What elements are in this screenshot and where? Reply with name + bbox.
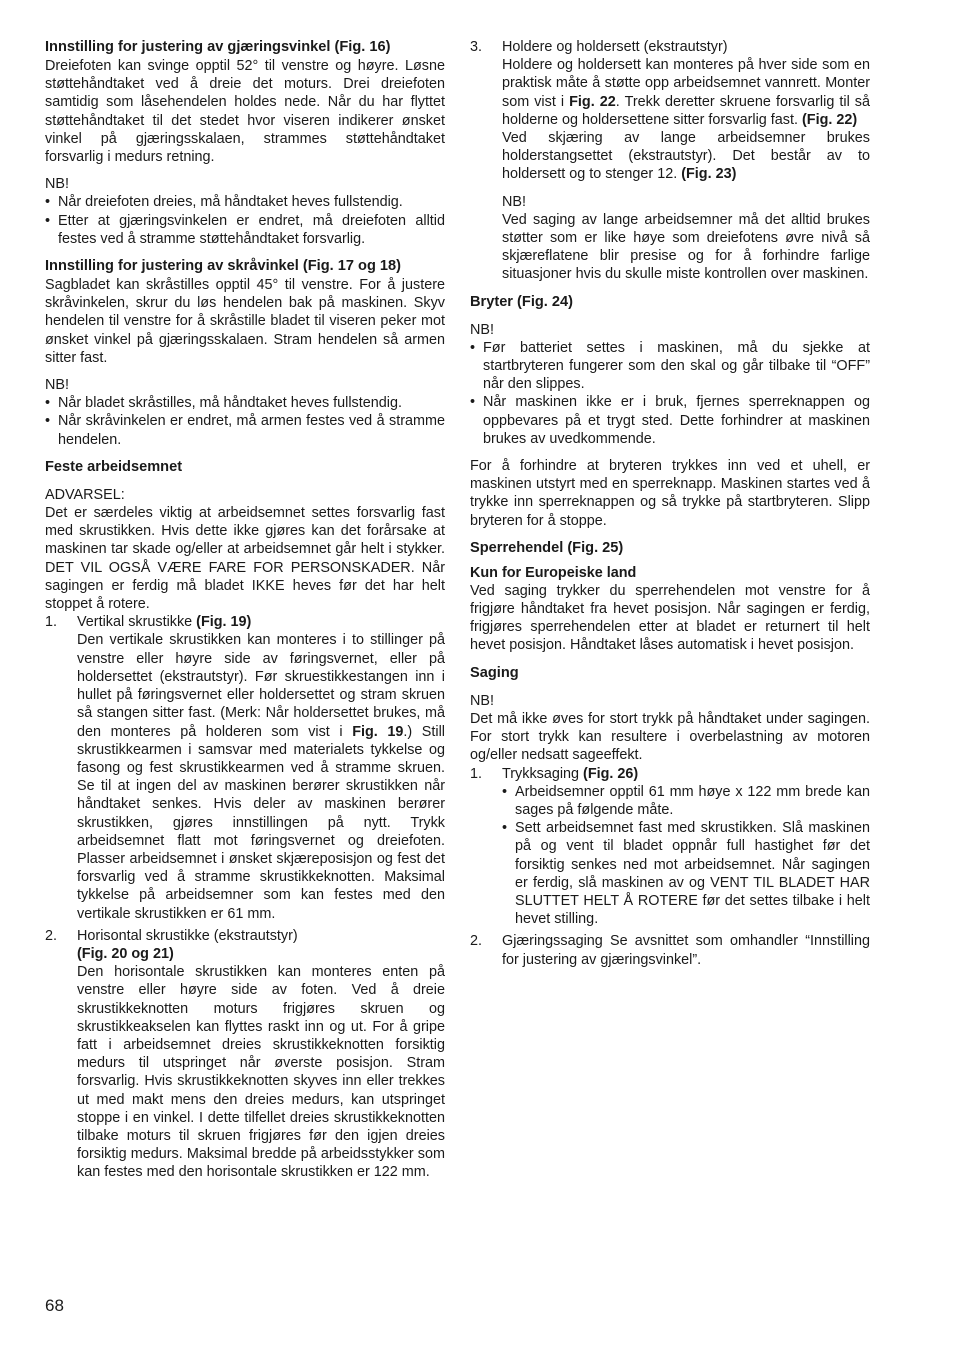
item-title: Holdere og holdersett (ekstrautstyr) xyxy=(502,39,728,55)
bullet-list xyxy=(45,394,445,449)
section-heading-bevel-angle: Innstilling for justering av skråvinkel (Fig. 17 og 18) xyxy=(45,258,402,275)
list-item: • Når bladet skråstilles, må håndtaket heves fullstendig. xyxy=(45,394,445,412)
note-label: NB! xyxy=(45,176,69,193)
list-number: 3. xyxy=(470,39,483,55)
section-heading-lock-lever: Sperrehendel (Fig. 25) xyxy=(470,539,624,556)
item-title: Vertikal skrustikke xyxy=(77,614,193,631)
list-number: 1. xyxy=(45,614,58,631)
paragraph: .) Still skrustikkearmen i samsvar med materialets tykkelse og fasong og fest skrustikkearmen ved å stramme skruen. Se til at ingen del av maskinen berører skrustikken når håndtaket senkes. Hvis deler av maskinen berører skrustikken, gjøres innstillingen på nytt. Trykk arbeidsemnet flatt mot føringsvernet og dreiefoten. Plasser arbeidsemnet i ønsket skjæreposisjon og fest det forsvarlig ved å stramme skrustikkeknotten. Maksimal tykkelse på arbeidsemner som kan festes med den vertikale skrustikken er 61 mm. xyxy=(77,723,445,922)
paragraph: Gjæringssaging Se avsnittet som omhandler “Innstilling for justering av gjæringsvinkel”. xyxy=(502,933,870,968)
paragraph: Den horisontale skrustikken kan monteres enten på venstre eller høyre side av foten. Ved å dreie skrustikkeknotten moturs frigjøres skruen og skrustikkeakselen kan flyttes raskt inn og ut. For å gripe fatt i arbeidsemnet dreies skrustikkeknotten forsiktig medurs til utspringet når øverste posisjon. Stram forsvarlig. Hvis skrustikkeknotten skyves inn eller trekkes ut med makt mens den dreies medurs, kan utspringet stoppe i en vinkel. I dette tilfellet dreies skrustikkeknotten tilbake moturs til skruen frigjøres før den igjen dreies forsiktig medurs. Maksimal bredde på arbeidsstykker som kan festes med den horisontale skrustikken er 122 mm. xyxy=(77,964,445,1181)
item-title: Trykksaging xyxy=(502,765,580,782)
subheading-europe-only: Kun for Europeiske land xyxy=(470,564,637,581)
figure-ref: Fig. 19 xyxy=(352,723,404,740)
figure-ref: (Fig. 19) xyxy=(196,614,252,631)
paragraph: Det er særdeles viktig at arbeidsemnet settes forsvarlig fast med skrustikken. Hvis dette ikke gjøres kan det forårsake at maskinen tar skade og/eller at arbeidsemnet går helt i stykker. DET VIL OGSÅ VÆRE FARE FOR PERSONSKADER. Når sagingen er ferdig må bladet IKKE heves før det har helt stoppet å rotere. xyxy=(45,505,445,613)
left-column xyxy=(45,38,445,1182)
bullet-list xyxy=(470,339,870,448)
list-item: • Når maskinen ikke er i bruk, fjernes sperreknappen og oppbevares på et trygt sted. Dette forhindrer at maskinen brukes av uvedkommende. xyxy=(470,393,870,448)
numbered-list xyxy=(470,765,870,969)
figure-ref: Fig. 22 xyxy=(569,93,616,110)
section-heading-miter-angle: Innstilling for justering av gjæringsvinkel (Fig. 16) xyxy=(45,39,391,55)
item-title: Horisontal skrustikke (ekstrautstyr) xyxy=(77,927,298,944)
note-label: NB! xyxy=(45,377,69,394)
list-item-holders xyxy=(470,38,870,284)
paragraph: Ved saging av lange arbeidsemner må det alltid brukes støtter som er like høye som dreiefotens øvre nivå så skjæreflatene blir presise og for å forhindre farlige situasjoner hvis du skulle miste kontrollen over maskinen. xyxy=(502,211,870,283)
right-column xyxy=(470,38,870,969)
paragraph: Holdere og holdersett kan monteres på hver side som en praktisk måte å støtte opp arbeidsemnet vannrett. Monter som vist i xyxy=(502,57,870,110)
figure-ref: (Fig. 22) xyxy=(801,111,858,128)
paragraph: Ved skjæring av lange arbeidsemner brukes holderstangsettet (ekstrautstyr). Det består av to holdersett og to stenger 12. xyxy=(502,130,870,183)
paragraph: Ved saging trykker du sperrehendelen mot venstre for å frigjøre håndtaket fra hevet posisjon. Når sagingen er ferdig, frigjøres sperrehendelen etter at bladet er returnert til helt hevet posisjon. Håndtaket låses automatisk i hevet posisjon. xyxy=(470,582,870,654)
list-item-miter-cutting xyxy=(470,932,870,968)
list-number: 1. xyxy=(470,765,483,782)
list-item: • Arbeidsemner opptil 61 mm høye x 122 mm brede kan sages på følgende måte. xyxy=(502,783,870,819)
section-heading-secure-workpiece: Feste arbeidsemnet xyxy=(45,458,183,475)
list-item: • Når dreiefoten dreies, må håndtaket heves fullstendig. xyxy=(45,193,445,211)
list-number: 2. xyxy=(470,933,483,950)
list-item: • Når skråvinkelen er endret, må armen festes ved å stramme hendelen. xyxy=(45,412,445,448)
figure-ref: (Fig. 23) xyxy=(681,166,737,183)
paragraph: . Trekk deretter skruene forsvarlig til så holderne og holdersettene sitter forsvarlig fast. xyxy=(502,93,871,128)
warning-label: ADVARSEL: xyxy=(45,486,125,503)
bullet-list xyxy=(502,783,870,929)
list-number: 2. xyxy=(45,927,58,944)
list-item: • Før batteriet settes i maskinen, må du sjekke at startbryteren fungerer som den skal og går tilbake til “OFF” når den slippes. xyxy=(470,339,870,394)
list-item-vertical-vise xyxy=(45,613,445,922)
numbered-list xyxy=(45,613,445,1181)
note-label: NB! xyxy=(502,193,526,210)
section-heading-sawing: Saging xyxy=(470,664,519,681)
paragraph: Det må ikke øves for stort trykk på håndtaket under sagingen. For stort trykk kan resultere i overbelastning av motoren og/eller nedsatt sageeffekt. xyxy=(470,710,870,764)
paragraph: Sagbladet kan skråstilles opptil 45° til venstre. For å justere skråvinkelen, skrur du løs hendelen bak på maskinen. Skyv hendelen til venstre for å skråstille bladet til viseren peker mot ønsket vinkel på gjæringsskalaen. Stram hendelen så armen sitter fast. xyxy=(45,277,445,366)
figure-ref: (Fig. 26) xyxy=(583,765,639,782)
paragraph: Dreiefoten kan svinge opptil 52° til venstre og høyre. Løsne støttehåndtaket ved å dreie det moturs. Drei dreiefoten samtidig som låsehendelen holdes nede. Når du har flyttet støttehåndtaket til det stedet hvor viseren indikerer ønsket vinkel på gjæringsskalaen, strammes støttehåndtaket forsvarlig i medurs retning. xyxy=(45,58,445,166)
list-item: • Sett arbeidsemnet fast med skrustikken. Slå maskinen på og vent til bladet oppnår full hastighet før det forsiktig senkes ned mot arbeidsemnet. Når sagingen er ferdig, slå maskinen av og VENT TIL BLADET HAR SLUTTET HELT Å ROTERE før det settes tilbake i helt hevet stilling. xyxy=(502,819,870,928)
list-item-press-cutting xyxy=(470,765,870,929)
note-label: NB! xyxy=(470,321,494,338)
figure-ref: (Fig. 20 og 21) xyxy=(77,945,174,962)
note-label: NB! xyxy=(470,692,494,709)
list-item: • Etter at gjæringsvinkelen er endret, må dreiefoten alltid festes ved å stramme støttehåndtaket forsvarlig. xyxy=(45,212,445,248)
page-number: 68 xyxy=(45,1296,64,1315)
paragraph: For å forhindre at bryteren trykkes inn ved et uhell, er maskinen utstyrt med en sperreknapp. Maskinen startes ved å trykke inn sperreknappen og så trykke på startbryteren. Slipp bryteren for å stoppe. xyxy=(470,458,870,529)
list-item-horizontal-vise xyxy=(45,927,445,1182)
section-heading-switch: Bryter (Fig. 24) xyxy=(470,293,573,310)
numbered-list xyxy=(470,38,870,284)
bullet-list xyxy=(45,193,445,248)
paragraph: Den vertikale skrustikken kan monteres i to stillinger på venstre eller høyre side av føringsvernet, eller på holdersettet (ekstrautstyr). Før skruestikkestangen inn i hullet på føringsvernet eller holdersettet og stram skruen så stangen sitter fast. (Merk: Når holdersettet brukes, må den monteres på holderen som vist i xyxy=(77,632,445,740)
